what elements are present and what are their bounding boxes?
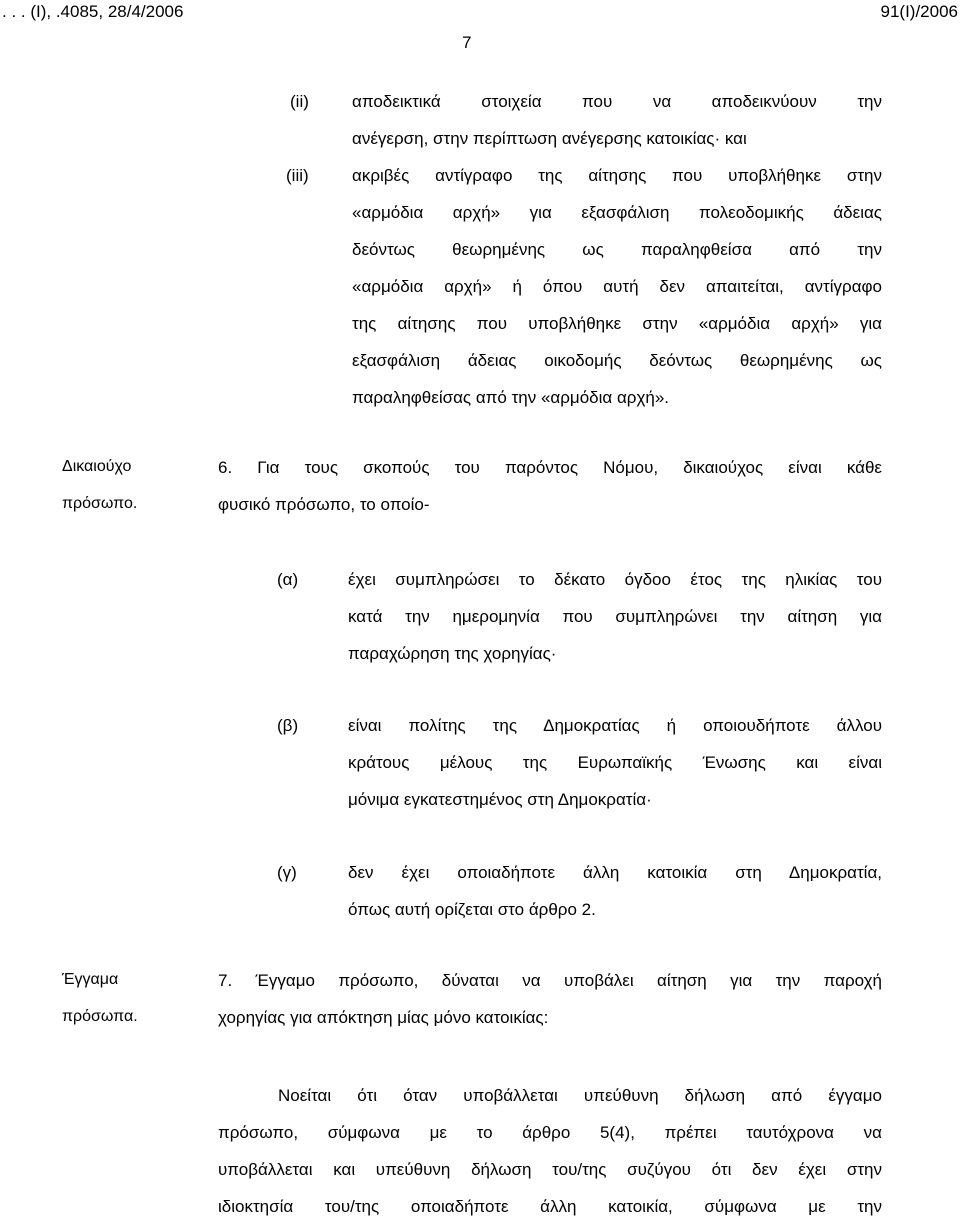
proviso-line: πρόσωπο, σύμφωνα με το άρθρο 5(4), πρέπει ταυτόχρονα να — [218, 1123, 882, 1142]
section-6-item-line: παραχώρηση της χορηγίας· — [348, 644, 557, 663]
margin-note-beneficiary: πρόσωπο. — [62, 495, 138, 512]
proviso-line: υποβάλλεται και υπεύθυνη δήλωση του/της συζύγου ότι δεν έχει στην — [218, 1160, 882, 1179]
section-6-item-line: κράτους μέλους της Ευρωπαϊκής Ένωσης και είναι — [348, 753, 882, 772]
section-6-item-label: (γ) — [277, 863, 297, 882]
section-6-item-label: (β) — [277, 716, 299, 735]
item-iii-line: της αίτησης που υποβλήθηκε στην «αρμόδια αρχή» για — [352, 314, 882, 333]
section-6-item-label: (α) — [277, 570, 299, 589]
section-6-item-line: έχει συμπληρώσει το δέκατο όγδοο έτος της ηλικίας του — [348, 570, 882, 589]
item-ii-line: ανέγερση, στην περίπτωση ανέγερσης κατοικίας· και — [352, 129, 747, 148]
item-iii-line: «αρμόδια αρχή» για εξασφάλιση πολεοδομικής άδειας — [352, 203, 882, 222]
item-iii-line: εξασφάλιση άδειας οικοδομής δεόντως θεωρημένης ως — [352, 351, 882, 370]
margin-note-beneficiary: Δικαιούχο — [62, 458, 132, 475]
section-7-text: 7. Έγγαμο πρόσωπο, δύναται να υποβάλει αίτηση για την παροχή — [218, 971, 882, 990]
header-reference: . . . (I), .4085, 28/4/2006 — [2, 2, 184, 21]
item-iii-line: ακριβές αντίγραφο της αίτησης που υποβλήθηκε στην — [352, 166, 882, 185]
section-6-item-line: κατά την ημερομηνία που συμπληρώνει την αίτηση για — [348, 607, 882, 626]
margin-note-married: πρόσωπα. — [62, 1008, 138, 1025]
item-iii-line: «αρμόδια αρχή» ή όπου αυτή δεν απαιτείται, αντίγραφο — [352, 277, 882, 296]
margin-note-married: Έγγαμα — [62, 971, 119, 988]
page-number: 7 — [462, 33, 472, 52]
item-ii-line: αποδεικτικά στοιχεία που να αποδεικνύουν την — [352, 92, 882, 111]
section-6-item-line: μόνιμα εγκατεστημένος στη Δημοκρατία· — [348, 790, 652, 809]
item-ii-label: (ii) — [290, 92, 309, 111]
section-6-item-line: δεν έχει οποιαδήποτε άλλη κατοικία στη Δημοκρατία, — [348, 863, 882, 882]
proviso-line: ιδιοκτησία του/της οποιαδήποτε άλλη κατοικία, σύμφωνα με την — [218, 1197, 882, 1216]
item-iii-line: παραληφθείσας από την «αρμόδια αρχή». — [352, 388, 670, 407]
item-iii-line: δεόντως θεωρημένης ως παραληφθείσα από την — [352, 240, 882, 259]
item-iii-label: (iii) — [286, 166, 309, 185]
proviso-line: Νοείται ότι όταν υποβάλλεται υπεύθυνη δήλωση από έγγαμο — [278, 1086, 882, 1105]
section-6-text: φυσικό πρόσωπο, το οποίο- — [218, 495, 430, 514]
header-law-number: 91(I)/2006 — [880, 2, 958, 21]
section-6-text: 6. Για τους σκοπούς του παρόντος Νόμου, δικαιούχος είναι κάθε — [218, 458, 882, 477]
section-6-item-line: όπως αυτή ορίζεται στο άρθρο 2. — [348, 900, 596, 919]
section-7-text: χορηγίας για απόκτηση μίας μόνο κατοικίας: — [218, 1008, 549, 1027]
section-6-item-line: είναι πολίτης της Δημοκρατίας ή οποιουδήποτε άλλου — [348, 716, 882, 735]
